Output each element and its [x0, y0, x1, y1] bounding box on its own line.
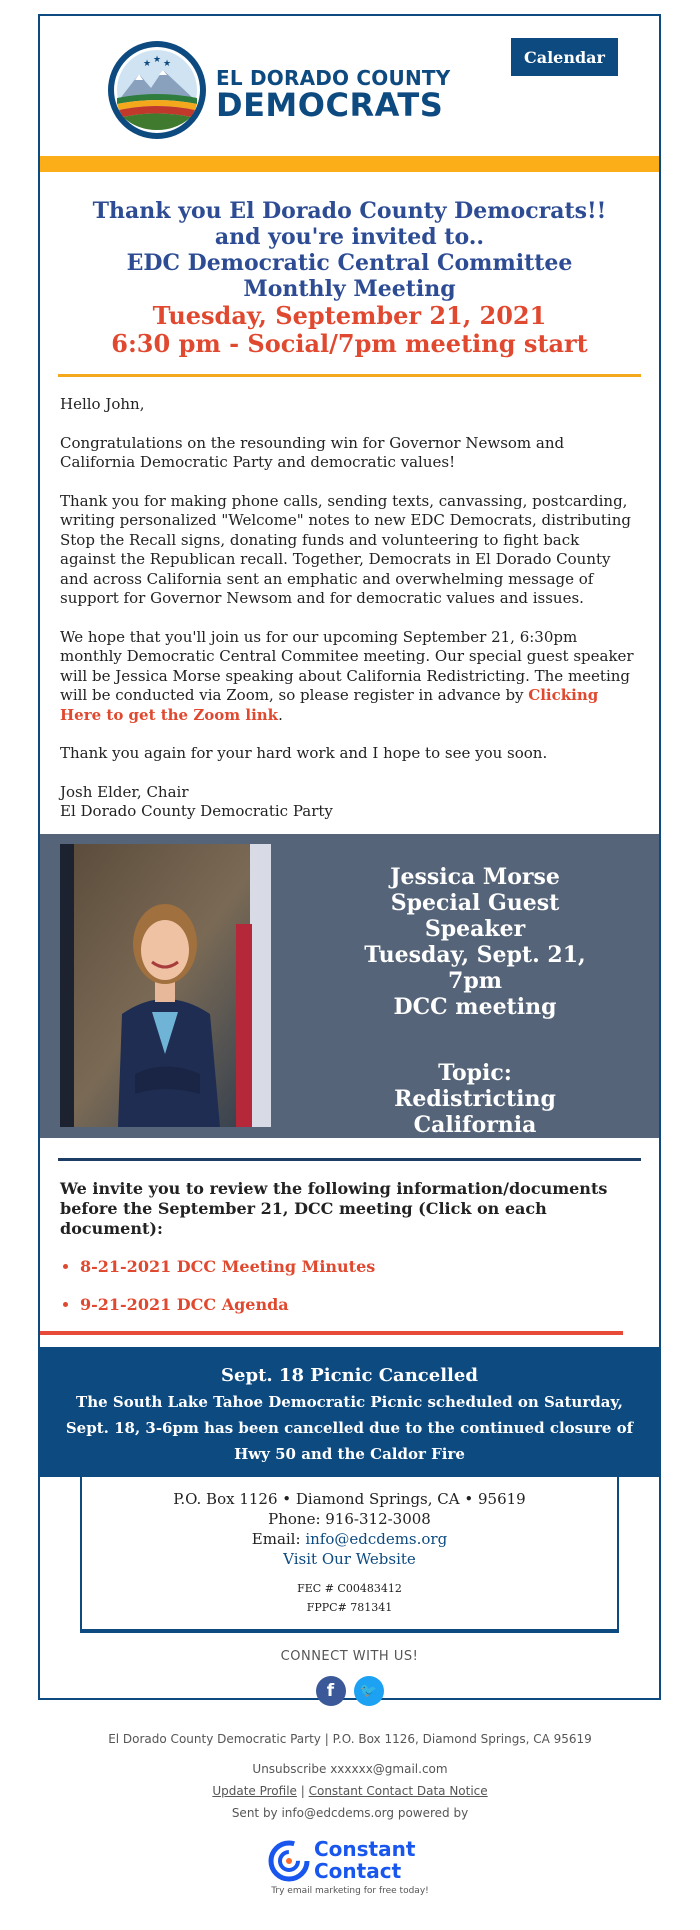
- documents-list: [60, 1257, 639, 1315]
- svg-text:★: ★: [143, 59, 152, 69]
- footer-links: [0, 1784, 700, 1798]
- meeting-time: 6:30 pm - Social/7pm meeting start: [111, 329, 588, 358]
- invitation-heading: [40, 172, 659, 358]
- topic-title: Redistricting California: [394, 1085, 556, 1138]
- email-label: Email:: [251, 1529, 306, 1548]
- documents-section: [40, 1161, 659, 1315]
- red-rule: [40, 1331, 623, 1335]
- invite-text-end: .: [278, 705, 283, 724]
- signature-name: Josh Elder, Chair: [60, 782, 189, 801]
- try-free-text[interactable]: Try email marketing for free today!: [271, 1886, 429, 1896]
- data-notice-link[interactable]: Constant Contact Data Notice: [308, 1784, 488, 1798]
- edc-democrats-logo[interactable]: [107, 40, 207, 140]
- list-item: [80, 1257, 639, 1277]
- email-link[interactable]: info@edcdems.org: [305, 1529, 448, 1548]
- link-separator: |: [296, 1784, 309, 1798]
- email-header: [40, 16, 659, 156]
- logo-line-2: DEMOCRATS: [216, 86, 444, 124]
- intro-line-1: Thank you El Dorado County Democrats!!: [92, 198, 607, 224]
- email-line: [82, 1529, 617, 1549]
- phone-number: Phone: 916-312-3008: [268, 1509, 431, 1528]
- postal-address: P.O. Box 1126 • Diamond Springs, CA • 95619: [173, 1489, 526, 1508]
- speaker-name: Jessica Morse: [390, 863, 560, 890]
- contact-block: [80, 1477, 619, 1633]
- paragraph-congrats: Congratulations on the resounding win for Governor Newsom and California Democratic Party and democratic values!: [60, 433, 565, 471]
- twitter-icon[interactable]: 🐦: [354, 1676, 384, 1706]
- speaker-details: [340, 864, 610, 1138]
- constant-contact-icon: [268, 1840, 310, 1882]
- connect-label: CONNECT WITH US!: [280, 1648, 419, 1664]
- picnic-body: The South Lake Tahoe Democratic Picnic scheduled on Saturday, Sept. 18, 3-6pm has been cancelled due to the continued closure of Hwy 50 and the Caldor Fire: [65, 1392, 634, 1463]
- intro-line-4: Monthly Meeting: [243, 276, 456, 302]
- cc-line-2: Contact: [314, 1859, 402, 1883]
- speaker-banner: [40, 834, 659, 1138]
- topic-label: Topic:: [438, 1059, 512, 1086]
- paragraph-thanks: Thank you for making phone calls, sending texts, canvassing, postcarding, writing personalized "Welcome" notes to new EDC Democrats, distributing Stop the Recall signs, donating funds and volunteering to fight back against the Republican recall. Together, Democrats in El Dorado County and across California sent an emphatic and overwhelming message of support for Governor Newsom and for democratic values and issues.: [60, 491, 631, 607]
- svg-text:★: ★: [163, 59, 172, 69]
- paragraph-invite: [60, 628, 639, 726]
- constant-contact-logo[interactable]: [260, 1838, 440, 1884]
- paragraph-closing: Thank you again for your hard work and I hope to see you soon.: [60, 744, 548, 762]
- cc-line-1: Constant: [314, 1837, 416, 1861]
- website-link[interactable]: Visit Our Website: [283, 1549, 416, 1568]
- invite-text: We hope that you'll join us for our upcoming September 21, 6:30pm monthly Democratic Central Commitee meeting. Our special guest speaker will be Jessica Morse speaking about California Redistricting. The meeting will be conducted via Zoom, so please register in advance by: [60, 627, 634, 704]
- picnic-notice: [40, 1347, 659, 1477]
- signature: [60, 783, 639, 822]
- documents-intro: We invite you to review the following information/documents before the September 21, DCC meeting (Click on each document):: [60, 1178, 608, 1238]
- speaker-event: DCC meeting: [393, 993, 557, 1020]
- meeting-minutes-link[interactable]: 8-21-2021 DCC Meeting Minutes: [80, 1256, 376, 1276]
- constant-contact-wordmark: [314, 1838, 415, 1882]
- calendar-button[interactable]: Calendar: [511, 38, 618, 76]
- greeting: Hello John,: [60, 395, 145, 413]
- gold-divider-bar: [40, 156, 659, 172]
- intro-line-2: and you're invited to..: [214, 224, 485, 250]
- spacer: [340, 1020, 610, 1060]
- update-profile-link[interactable]: Update Profile: [212, 1784, 297, 1798]
- intro-line-3: EDC Democratic Central Committee: [126, 250, 573, 276]
- email-frame: [38, 14, 661, 1700]
- sent-by: Sent by info@edcdems.org powered by: [231, 1806, 469, 1820]
- fppc-number: FPPC# 781341: [306, 1600, 393, 1614]
- fec-number: FEC # C00483412: [297, 1581, 402, 1595]
- speaker-role: Special Guest Speaker: [390, 889, 560, 942]
- picnic-title: Sept. 18 Picnic Cancelled: [221, 1364, 478, 1386]
- facebook-icon[interactable]: f: [316, 1676, 346, 1706]
- meeting-date: Tuesday, September 21, 2021: [152, 301, 547, 330]
- speaker-photo: [60, 844, 271, 1127]
- logo-wordmark[interactable]: [216, 66, 451, 124]
- footer-address: El Dorado County Democratic Party | P.O. Box 1126, Diamond Springs, CA 95619: [108, 1732, 592, 1746]
- email-footer: [0, 1700, 700, 1896]
- signature-org: El Dorado County Democratic Party: [60, 802, 333, 820]
- agenda-link[interactable]: 9-21-2021 DCC Agenda: [80, 1294, 289, 1314]
- letter-body: [40, 377, 659, 822]
- unsubscribe-text[interactable]: Unsubscribe xxxxxx@gmail.com: [252, 1762, 448, 1776]
- list-item: [80, 1295, 639, 1315]
- svg-text:★: ★: [153, 55, 162, 65]
- zoom-link[interactable]: Clicking Here to get the Zoom link: [60, 686, 599, 724]
- speaker-date: Tuesday, Sept. 21, 7pm: [364, 941, 586, 994]
- logo-line-1: EL DORADO COUNTY: [216, 66, 451, 90]
